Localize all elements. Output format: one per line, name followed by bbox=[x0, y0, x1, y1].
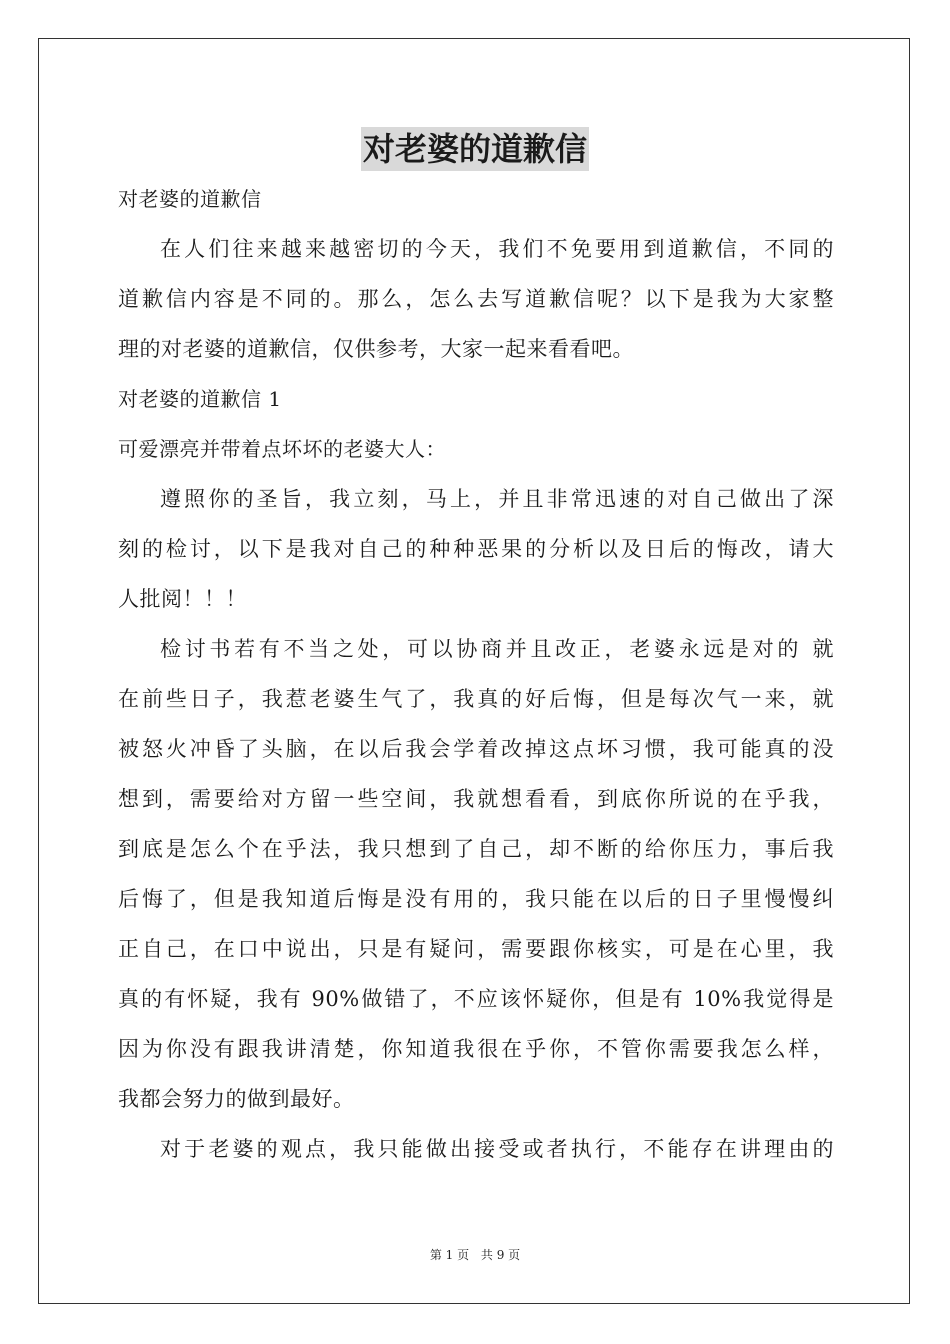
text-line: 在前些日子，我惹老婆生气了，我真的好后悔，但是每次气一来，就 bbox=[118, 687, 834, 711]
text-line: 想到，需要给对方留一些空间，我就想看看，到底你所说的在乎我， bbox=[118, 787, 834, 811]
page-number: 第 1 页 bbox=[429, 1248, 470, 1262]
text-line: 正自己，在口中说出，只是有疑问，需要跟你核实，可是在心里，我 bbox=[118, 937, 834, 961]
document-title: 对老婆的道歉信 bbox=[361, 127, 589, 171]
text-line: 刻的检讨，以下是我对自己的种种恶果的分析以及日后的悔改，请大 bbox=[118, 537, 834, 561]
page-footer bbox=[0, 1246, 950, 1263]
text-line: 真的有怀疑，我有 90%做错了，不应该怀疑你，但是有 10%我觉得是 bbox=[118, 987, 834, 1011]
text-line: 道歉信内容是不同的。那么，怎么去写道歉信呢？以下是我为大家整 bbox=[118, 287, 834, 311]
text-line: 后悔了，但是我知道后悔是没有用的，我只能在以后的日子里慢慢纠 bbox=[118, 887, 834, 911]
document-body bbox=[118, 174, 834, 1174]
page-total: 共 9 页 bbox=[480, 1248, 521, 1262]
text-line: 遵照你的圣旨，我立刻，马上，并且非常迅速的对自己做出了深 bbox=[160, 487, 834, 511]
salutation: 可爱漂亮并带着点坏坏的老婆大人： bbox=[118, 437, 446, 461]
text-line: 因为你没有跟我讲清楚，你知道我很在乎你，不管你需要我怎么样， bbox=[118, 1037, 834, 1061]
text-line: 在人们往来越来越密切的今天，我们不免要用到道歉信，不同的 bbox=[160, 237, 834, 261]
text-line: 被怒火冲昏了头脑，在以后我会学着改掉这点坏习惯，我可能真的没 bbox=[118, 737, 834, 761]
text-line: 检讨书若有不当之处，可以协商并且改正，老婆永远是对的 就 bbox=[160, 637, 834, 661]
text-line: 到底是怎么个在乎法，我只想到了自己，却不断的给你压力，事后我 bbox=[118, 837, 834, 861]
text-line: 理的对老婆的道歉信，仅供参考，大家一起来看看吧。 bbox=[118, 337, 634, 361]
text-line: 人批阅！！！ bbox=[118, 587, 247, 611]
title-container bbox=[0, 127, 950, 171]
text-line: 对于老婆的观点，我只能做出接受或者执行，不能存在讲理由的 bbox=[160, 1137, 834, 1161]
section-heading: 对老婆的道歉信 1 bbox=[118, 387, 282, 411]
text-line: 我都会努力的做到最好。 bbox=[118, 1087, 355, 1111]
text-line: 对老婆的道歉信 bbox=[118, 187, 262, 211]
